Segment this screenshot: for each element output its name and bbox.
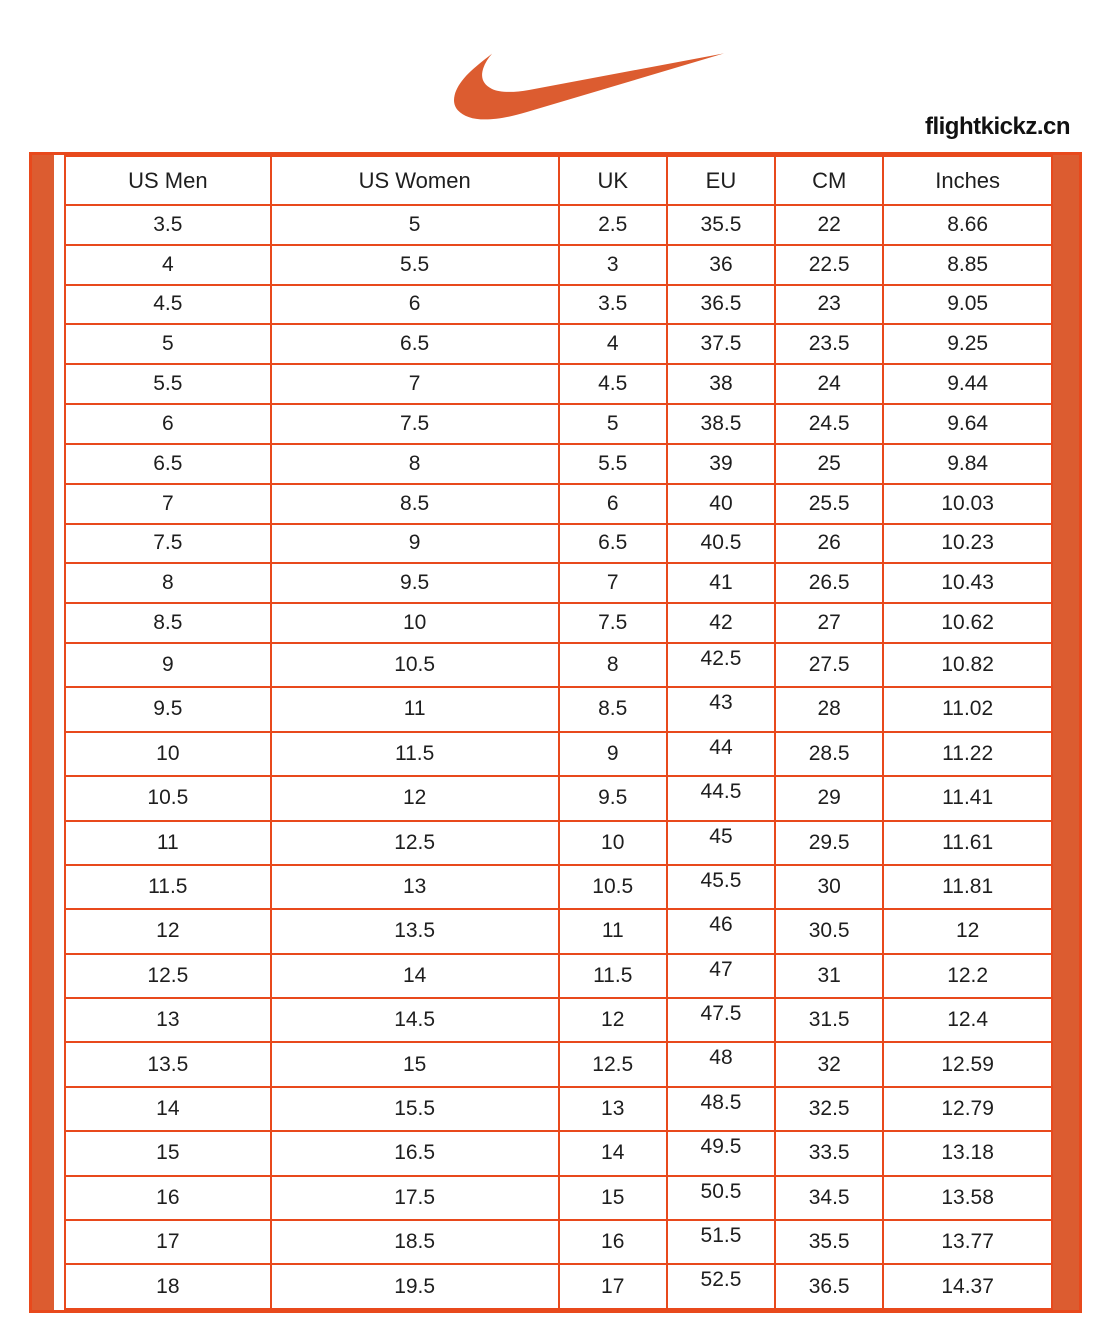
size-conversion-table (64, 155, 1053, 1310)
table-row (65, 205, 1052, 245)
cell-uk: 9 (559, 732, 667, 776)
cell-cm: 28.5 (775, 732, 883, 776)
cell-us-women: 15.5 (271, 1087, 559, 1131)
cell-cm: 30.5 (775, 909, 883, 953)
cell-us-men: 4 (65, 245, 271, 285)
cell-cm: 27 (775, 603, 883, 643)
cell-uk: 8 (559, 643, 667, 687)
cell-us-women: 11.5 (271, 732, 559, 776)
table-row (65, 444, 1052, 484)
table-header (65, 156, 1052, 205)
table-row (65, 364, 1052, 404)
cell-us-women: 8 (271, 444, 559, 484)
cell-inches: 13.58 (883, 1176, 1052, 1220)
cell-uk: 11 (559, 909, 667, 953)
table-row (65, 245, 1052, 285)
cell-inches: 12.59 (883, 1042, 1052, 1086)
cell-inches: 12.79 (883, 1087, 1052, 1131)
cell-uk: 8.5 (559, 687, 667, 731)
cell-us-women: 11 (271, 687, 559, 731)
cell-us-men: 9 (65, 643, 271, 687)
cell-us-men: 3.5 (65, 205, 271, 245)
cell-us-women: 5 (271, 205, 559, 245)
column-header-eu: EU (667, 156, 775, 205)
cell-us-women: 16.5 (271, 1131, 559, 1175)
column-header-uk: UK (559, 156, 667, 205)
table-row (65, 484, 1052, 524)
cell-us-men: 18 (65, 1264, 271, 1309)
cell-us-women: 12 (271, 776, 559, 820)
cell-inches: 10.62 (883, 603, 1052, 643)
cell-uk: 10.5 (559, 865, 667, 909)
cell-us-men: 17 (65, 1220, 271, 1264)
cell-uk: 10 (559, 821, 667, 865)
cell-cm: 23 (775, 285, 883, 325)
table-row (65, 776, 1052, 820)
table-row (65, 1087, 1052, 1131)
cell-cm: 33.5 (775, 1131, 883, 1175)
cell-cm: 30 (775, 865, 883, 909)
cell-eu: 38.5 (667, 404, 775, 444)
cell-cm: 25.5 (775, 484, 883, 524)
cell-us-men: 8.5 (65, 603, 271, 643)
cell-eu: 43 (667, 687, 775, 731)
cell-us-men: 12 (65, 909, 271, 953)
cell-us-women: 13.5 (271, 909, 559, 953)
cell-inches: 10.43 (883, 563, 1052, 603)
cell-eu: 36.5 (667, 285, 775, 325)
cell-us-women: 13 (271, 865, 559, 909)
cell-cm: 23.5 (775, 324, 883, 364)
table-row (65, 404, 1052, 444)
table-row (65, 603, 1052, 643)
table-row (65, 324, 1052, 364)
cell-cm: 32 (775, 1042, 883, 1086)
cell-us-men: 6 (65, 404, 271, 444)
table-row (65, 563, 1052, 603)
cell-inches: 12.2 (883, 954, 1052, 998)
cell-cm: 31.5 (775, 998, 883, 1042)
table-row (65, 524, 1052, 564)
cell-us-women: 7.5 (271, 404, 559, 444)
cell-uk: 6 (559, 484, 667, 524)
cell-us-men: 7.5 (65, 524, 271, 564)
cell-uk: 9.5 (559, 776, 667, 820)
cell-cm: 32.5 (775, 1087, 883, 1131)
cell-uk: 16 (559, 1220, 667, 1264)
cell-eu: 40.5 (667, 524, 775, 564)
cell-inches: 9.05 (883, 285, 1052, 325)
size-chart-frame (29, 152, 1082, 1313)
table-row (65, 865, 1052, 909)
cell-cm: 29.5 (775, 821, 883, 865)
cell-uk: 5 (559, 404, 667, 444)
cell-inches: 10.03 (883, 484, 1052, 524)
table-row (65, 1176, 1052, 1220)
cell-inches: 11.61 (883, 821, 1052, 865)
cell-eu: 41 (667, 563, 775, 603)
cell-uk: 2.5 (559, 205, 667, 245)
cell-cm: 34.5 (775, 1176, 883, 1220)
cell-cm: 28 (775, 687, 883, 731)
cell-uk: 11.5 (559, 954, 667, 998)
cell-inches: 11.02 (883, 687, 1052, 731)
table-row (65, 1220, 1052, 1264)
cell-cm: 24 (775, 364, 883, 404)
table-row (65, 821, 1052, 865)
cell-us-men: 4.5 (65, 285, 271, 325)
cell-us-men: 13.5 (65, 1042, 271, 1086)
cell-us-men: 10.5 (65, 776, 271, 820)
cell-inches: 10.82 (883, 643, 1052, 687)
cell-us-men: 5 (65, 324, 271, 364)
cell-us-women: 14 (271, 954, 559, 998)
cell-uk: 7 (559, 563, 667, 603)
cell-inches: 11.81 (883, 865, 1052, 909)
cell-us-men: 11.5 (65, 865, 271, 909)
cell-eu: 35.5 (667, 205, 775, 245)
cell-eu: 46 (667, 909, 775, 953)
cell-us-women: 15 (271, 1042, 559, 1086)
left-accent-band (32, 155, 54, 1310)
cell-uk: 13 (559, 1087, 667, 1131)
header-row (65, 156, 1052, 205)
table-row (65, 1042, 1052, 1086)
cell-us-women: 8.5 (271, 484, 559, 524)
cell-inches: 14.37 (883, 1264, 1052, 1309)
cell-eu: 44.5 (667, 776, 775, 820)
cell-us-women: 10 (271, 603, 559, 643)
cell-us-men: 15 (65, 1131, 271, 1175)
cell-uk: 14 (559, 1131, 667, 1175)
cell-uk: 17 (559, 1264, 667, 1309)
cell-eu: 39 (667, 444, 775, 484)
cell-us-men: 5.5 (65, 364, 271, 404)
cell-us-men: 11 (65, 821, 271, 865)
cell-uk: 12.5 (559, 1042, 667, 1086)
cell-cm: 26.5 (775, 563, 883, 603)
cell-uk: 12 (559, 998, 667, 1042)
cell-eu: 38 (667, 364, 775, 404)
cell-inches: 13.77 (883, 1220, 1052, 1264)
cell-inches: 9.84 (883, 444, 1052, 484)
cell-inches: 12 (883, 909, 1052, 953)
cell-eu: 48 (667, 1042, 775, 1086)
cell-eu: 48.5 (667, 1087, 775, 1131)
cell-uk: 3 (559, 245, 667, 285)
cell-inches: 10.23 (883, 524, 1052, 564)
cell-us-men: 9.5 (65, 687, 271, 731)
cell-eu: 47.5 (667, 998, 775, 1042)
cell-cm: 27.5 (775, 643, 883, 687)
table-row (65, 732, 1052, 776)
cell-uk: 4.5 (559, 364, 667, 404)
table-row (65, 998, 1052, 1042)
cell-us-men: 7 (65, 484, 271, 524)
table-row (65, 285, 1052, 325)
cell-inches: 8.85 (883, 245, 1052, 285)
cell-us-women: 5.5 (271, 245, 559, 285)
cell-eu: 44 (667, 732, 775, 776)
table-body (65, 205, 1052, 1309)
cell-eu: 47 (667, 954, 775, 998)
cell-uk: 15 (559, 1176, 667, 1220)
cell-uk: 4 (559, 324, 667, 364)
right-accent-band (1053, 155, 1079, 1310)
cell-us-men: 14 (65, 1087, 271, 1131)
cell-cm: 22.5 (775, 245, 883, 285)
cell-cm: 25 (775, 444, 883, 484)
cell-us-men: 6.5 (65, 444, 271, 484)
cell-us-women: 12.5 (271, 821, 559, 865)
cell-cm: 24.5 (775, 404, 883, 444)
cell-eu: 36 (667, 245, 775, 285)
nike-swoosh-icon (454, 33, 724, 121)
cell-cm: 29 (775, 776, 883, 820)
cell-inches: 9.25 (883, 324, 1052, 364)
cell-eu: 42.5 (667, 643, 775, 687)
cell-inches: 13.18 (883, 1131, 1052, 1175)
column-header-inches: Inches (883, 156, 1052, 205)
cell-uk: 5.5 (559, 444, 667, 484)
column-header-cm: CM (775, 156, 883, 205)
cell-us-women: 6 (271, 285, 559, 325)
cell-us-women: 18.5 (271, 1220, 559, 1264)
column-header-us-men: US Men (65, 156, 271, 205)
cell-inches: 9.64 (883, 404, 1052, 444)
cell-us-women: 6.5 (271, 324, 559, 364)
cell-us-women: 9 (271, 524, 559, 564)
cell-us-women: 17.5 (271, 1176, 559, 1220)
cell-us-women: 19.5 (271, 1264, 559, 1309)
cell-inches: 8.66 (883, 205, 1052, 245)
cell-us-women: 7 (271, 364, 559, 404)
cell-eu: 51.5 (667, 1220, 775, 1264)
cell-uk: 3.5 (559, 285, 667, 325)
cell-cm: 26 (775, 524, 883, 564)
cell-cm: 31 (775, 954, 883, 998)
cell-eu: 42 (667, 603, 775, 643)
cell-eu: 45.5 (667, 865, 775, 909)
table-row (65, 1264, 1052, 1309)
cell-us-men: 12.5 (65, 954, 271, 998)
cell-eu: 45 (667, 821, 775, 865)
cell-uk: 7.5 (559, 603, 667, 643)
table-row (65, 954, 1052, 998)
cell-us-men: 13 (65, 998, 271, 1042)
cell-cm: 22 (775, 205, 883, 245)
table-row (65, 1131, 1052, 1175)
cell-eu: 52.5 (667, 1264, 775, 1309)
cell-inches: 9.44 (883, 364, 1052, 404)
cell-us-women: 14.5 (271, 998, 559, 1042)
cell-us-men: 16 (65, 1176, 271, 1220)
cell-eu: 50.5 (667, 1176, 775, 1220)
cell-inches: 11.41 (883, 776, 1052, 820)
cell-us-men: 8 (65, 563, 271, 603)
cell-eu: 40 (667, 484, 775, 524)
table-row (65, 909, 1052, 953)
site-name: flightkickz.cn (924, 113, 1070, 140)
column-header-us-women: US Women (271, 156, 559, 205)
cell-us-men: 10 (65, 732, 271, 776)
table-row (65, 643, 1052, 687)
cell-cm: 35.5 (775, 1220, 883, 1264)
cell-cm: 36.5 (775, 1264, 883, 1309)
cell-eu: 49.5 (667, 1131, 775, 1175)
table-row (65, 687, 1052, 731)
cell-uk: 6.5 (559, 524, 667, 564)
cell-inches: 12.4 (883, 998, 1052, 1042)
cell-us-women: 9.5 (271, 563, 559, 603)
cell-eu: 37.5 (667, 324, 775, 364)
cell-inches: 11.22 (883, 732, 1052, 776)
cell-us-women: 10.5 (271, 643, 559, 687)
